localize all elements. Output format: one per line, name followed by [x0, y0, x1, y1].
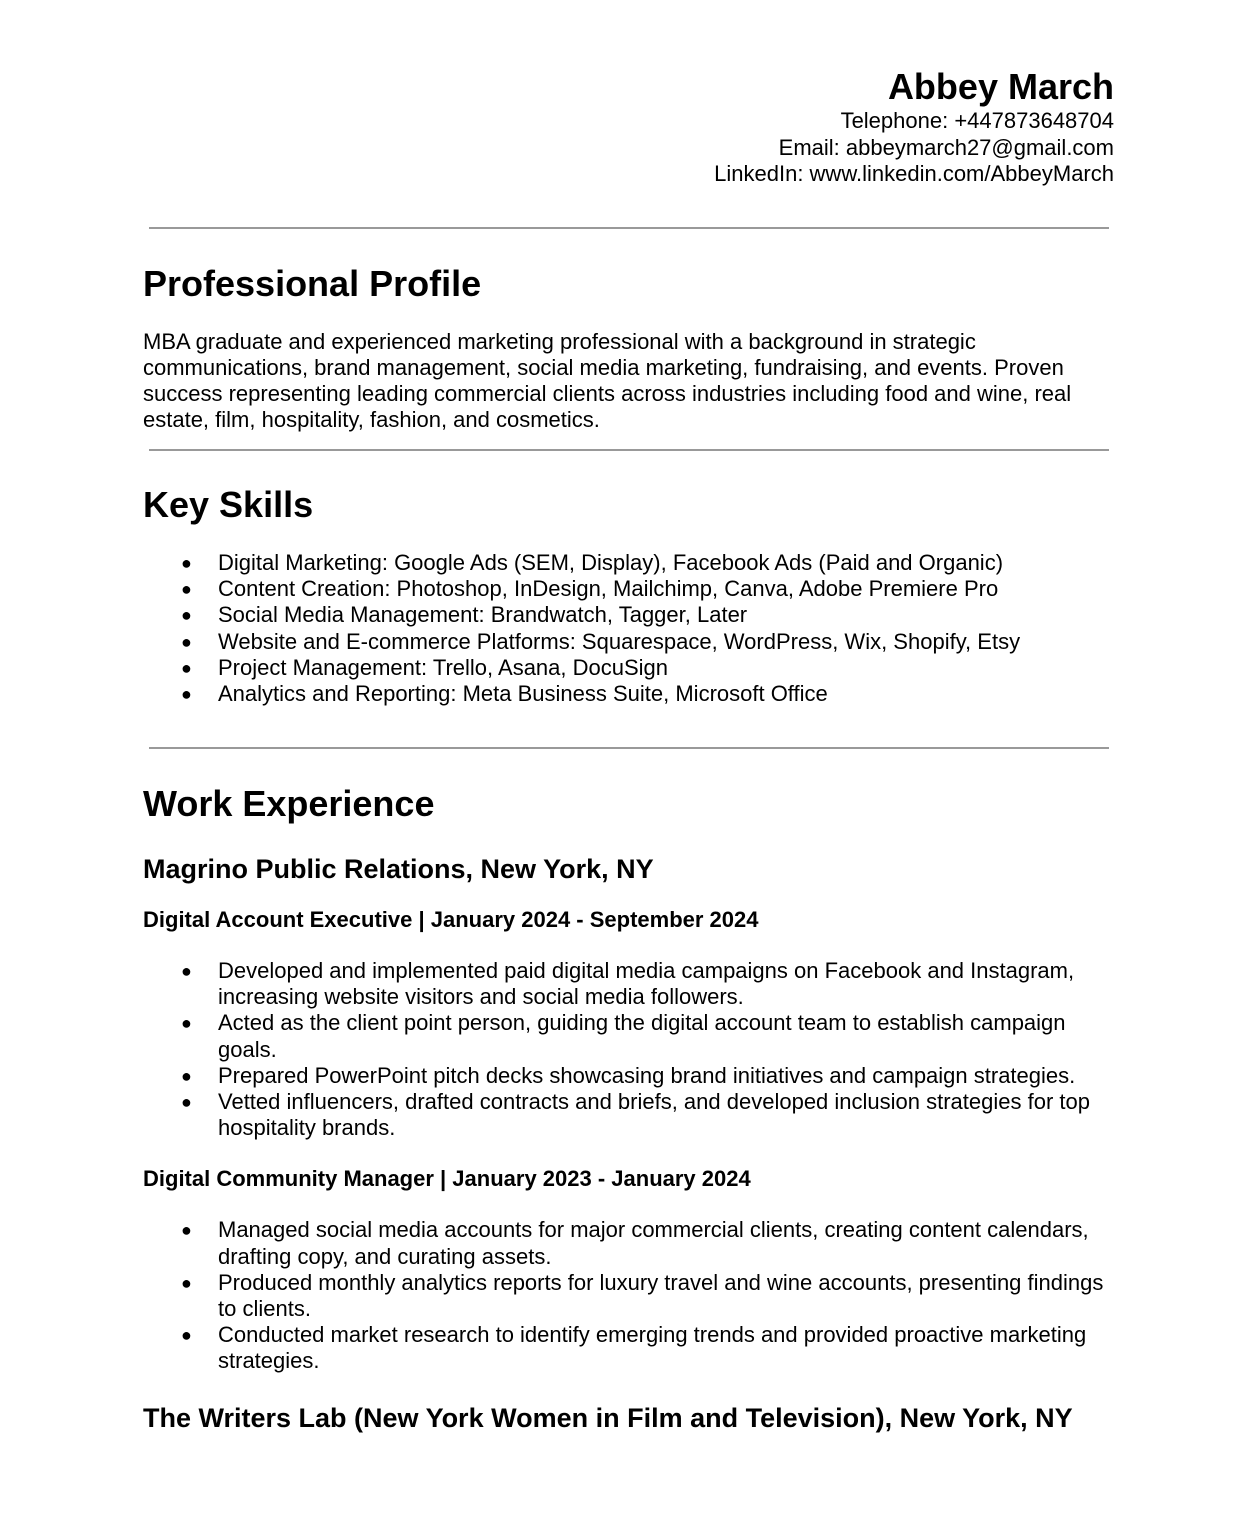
skill-text: Content Creation: Photoshop, InDesign, Mailchimp, Canva, Adobe Premiere Pro: [218, 576, 999, 602]
responsibilities-list: [143, 958, 1118, 1141]
divider: [149, 227, 1109, 229]
skill-text: Website and E-commerce Platforms: Squarespace, WordPress, Wix, Shopify, Etsy: [218, 628, 1021, 654]
bullet-icon: ●: [181, 657, 192, 678]
bullet-icon: ●: [181, 684, 192, 705]
bullet-icon: ●: [181, 1013, 192, 1034]
skills-section: [143, 484, 1118, 707]
section-title-profile: Professional Profile: [143, 263, 482, 304]
linkedin: LinkedIn: www.linkedin.com/AbbeyMarch: [714, 161, 1114, 186]
company-name: Magrino Public Relations, New York, NY: [143, 854, 654, 884]
responsibility-text: Vetted influencers, drafted contracts and briefs, and developed inclusion strategies for top hospitality brands.: [218, 1089, 1090, 1141]
list-item: [143, 602, 1118, 628]
divider: [149, 747, 1109, 749]
list-item: [143, 958, 1118, 1010]
bullet-icon: ●: [181, 579, 192, 600]
experience-section: [143, 783, 1118, 1434]
list-item: [143, 1063, 1118, 1089]
list-item: [143, 1010, 1118, 1062]
profile-section: [143, 263, 1118, 433]
skill-text: Project Management: Trello, Asana, DocuSign: [218, 654, 669, 680]
skill-text: Social Media Management: Brandwatch, Tagger, Later: [218, 602, 748, 628]
email: Email: abbeymarch27@gmail.com: [778, 134, 1114, 160]
list-item: [143, 1089, 1118, 1141]
company-name: The Writers Lab (New York Women in Film and Television), New York, NY: [143, 1402, 1073, 1433]
telephone: Telephone: +447873648704: [840, 108, 1114, 133]
responsibility-text: Acted as the client point person, guiding the digital account team to establish campaign goals.: [218, 1010, 1066, 1062]
responsibility-text: Produced monthly analytics reports for luxury travel and wine accounts, presenting findings to clients.: [218, 1269, 1104, 1322]
bullet-icon: ●: [181, 631, 192, 652]
list-item: [143, 550, 1118, 576]
job-title: Digital Community Manager | January 2023 - January 2024: [143, 1166, 751, 1192]
skill-text: Analytics and Reporting: Meta Business Suite, Microsoft Office: [218, 681, 828, 707]
section-title-skills: Key Skills: [143, 484, 314, 525]
skill-text: Digital Marketing: Google Ads (SEM, Display), Facebook Ads (Paid and Organic): [218, 550, 1004, 575]
profile-text: MBA graduate and experienced marketing professional with a background in strategic communications, brand management, social media marketing, fundraising, and events. Proven success representing leading commercial clients across industries including food and wine, real estate, film, hospitality, fashion, and cosmetics.: [143, 329, 1072, 432]
divider: [149, 449, 1109, 451]
bullet-icon: ●: [181, 1325, 192, 1346]
list-item: [143, 1217, 1118, 1269]
skills-list: [143, 550, 1118, 707]
responsibility-text: Conducted market research to identify emerging trends and provided proactive marketing strategies.: [218, 1322, 1087, 1374]
list-item: [143, 629, 1118, 655]
bullet-icon: ●: [181, 1220, 192, 1241]
bullet-icon: ●: [181, 1272, 192, 1293]
list-item: [143, 655, 1118, 681]
section-title-experience: Work Experience: [143, 783, 435, 824]
list-item: [143, 576, 1118, 602]
list-item: [143, 1322, 1118, 1374]
job-title: Digital Account Executive | January 2024 - September 2024: [143, 907, 759, 932]
list-item: [143, 681, 1118, 707]
bullet-icon: ●: [181, 1065, 192, 1086]
bullet-icon: ●: [181, 1092, 192, 1113]
resume-header: [714, 66, 1114, 188]
list-item: [143, 1270, 1118, 1322]
bullet-icon: ●: [181, 605, 192, 626]
responsibility-text: Managed social media accounts for major commercial clients, creating content calendars, drafting copy, and curating assets.: [218, 1217, 1089, 1269]
responsibility-text: Developed and implemented paid digital media campaigns on Facebook and Instagram, increasing website visitors and social media followers.: [218, 958, 1075, 1010]
candidate-name: Abbey March: [887, 66, 1114, 107]
responsibilities-list: [143, 1217, 1118, 1374]
responsibility-text: Prepared PowerPoint pitch decks showcasing brand initiatives and campaign strategies.: [218, 1062, 1076, 1088]
bullet-icon: ●: [181, 961, 192, 981]
bullet-icon: ●: [181, 553, 192, 573]
